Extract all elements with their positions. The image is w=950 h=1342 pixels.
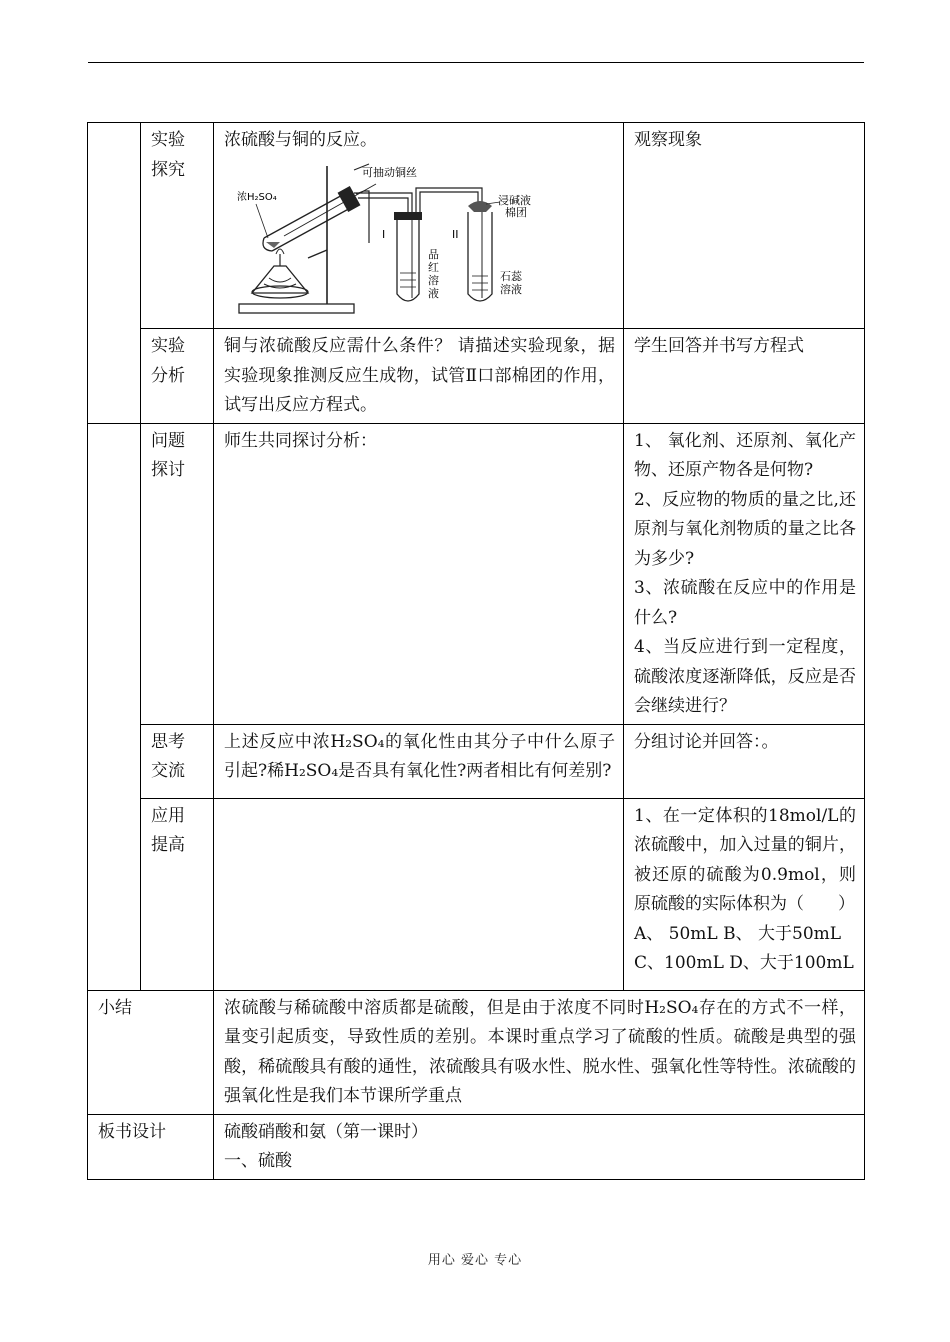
think-note: 分组讨论并回答：。 [624, 724, 865, 798]
discuss-question: 2、反应物的物质的量之比,还原剂与氧化剂物质的量之比各为多少? [634, 489, 856, 569]
row-experiment-analysis [88, 329, 865, 424]
apply-question: 1、在一定体积的18mol/L的浓硫酸中，加入过量的铜片，被还原的硫酸为0.9mol，则原硫酸的实际体积为（ ） [634, 805, 856, 914]
row-label [141, 798, 214, 990]
tube-label: I [382, 227, 386, 241]
row-board-design [88, 1114, 865, 1179]
page-footer: 用心 爱心 专心 [427, 1253, 523, 1268]
discuss-questions [624, 423, 865, 724]
explore-note: 观察现象 [634, 130, 702, 150]
row-label [141, 123, 214, 329]
wire-label: 可抽动铜丝 [362, 165, 417, 179]
row-label-line: 思考 [151, 731, 185, 752]
apply-question-cell [624, 798, 865, 990]
row-label-line: 提高 [151, 835, 185, 855]
discuss-question: 4、当反应进行到一定程度，硫酸浓度逐渐降低，反应是否会继续进行？ [634, 637, 856, 716]
solution2-label: 溶液 [500, 282, 522, 296]
cotton-label: 棉团 [505, 205, 527, 219]
summary-text: 浓硫酸与稀硫酸中溶质都是硫酸，但是由于浓度不同时H₂SO₄存在的方式不一样，量变引起质变，导致性质的差别。本课时重点学习了硫酸的性质。硫酸是典型的强酸，稀硫酸具有酸的通性，浓硫酸具有吸水性、脱水性、强氧化性等特性。浓硫酸的强氧化性是我们本节课所学重点 [214, 990, 865, 1114]
summary-label: 小结 [88, 990, 214, 1114]
solution2-label: 石蕊 [500, 269, 522, 283]
row-content [214, 123, 624, 329]
row-label [141, 423, 214, 724]
explore-text: 浓硫酸与铜的反应。 [224, 130, 377, 150]
board-label: 板书设计 [88, 1114, 214, 1179]
analysis-note: 学生回答并书写方程式 [624, 329, 865, 424]
apply-options: A、 50mL B、 大于50mL [634, 923, 842, 944]
row-label [141, 329, 214, 424]
board-content [214, 1114, 865, 1179]
solution1-label: 品 [428, 247, 439, 261]
row-label-line: 分析 [151, 365, 185, 386]
solution1-label: 红 [428, 260, 439, 274]
think-text: 上述反应中浓H₂SO₄的氧化性由其分子中什么原子引起?稀H₂SO₄是否具有氧化性?两者相比有何差别? [214, 724, 624, 798]
discuss-text: 师生共同探讨分析： [214, 423, 624, 724]
apply-options: C、100mL D、大于100mL [634, 953, 854, 973]
row-label-line: 问题 [151, 430, 185, 451]
row-label-line: 实验 [151, 130, 185, 150]
lesson-plan-table [87, 122, 865, 1180]
board-line: 硫酸硝酸和氨（第一课时） [224, 1121, 428, 1142]
row-label-line: 探讨 [151, 460, 185, 480]
apply-text [214, 798, 624, 990]
solution1-label: 液 [428, 286, 439, 300]
row-label-line: 实验 [151, 336, 185, 356]
tube-label: II [452, 227, 459, 241]
discuss-question: 3、浓硫酸在反应中的作用是什么? [634, 578, 856, 628]
solution1-label: 溶 [428, 273, 439, 287]
board-line: 一、硫酸 [224, 1151, 292, 1171]
stage-cell-2 [88, 423, 141, 990]
row-problem-discussion [88, 423, 865, 724]
row-label [141, 724, 214, 798]
row-experiment-explore [88, 123, 865, 329]
header-rule [88, 62, 864, 63]
row-label-line: 交流 [151, 761, 185, 781]
row-application [88, 798, 865, 990]
row-label-line: 探究 [151, 159, 185, 180]
row-label-line: 应用 [151, 805, 185, 826]
row-note [624, 123, 865, 329]
row-think-exchange [88, 724, 865, 798]
apparatus-diagram [224, 158, 554, 318]
discuss-question: 1、 氧化剂、还原剂、氧化产物、还原产物各是何物? [634, 430, 856, 480]
row-summary [88, 990, 865, 1114]
stage-cell-1 [88, 123, 141, 424]
cotton-label: 浸碱液 [498, 193, 531, 207]
analysis-text: 铜与浓硫酸反应需什么条件？ 请描述实验现象，据实验现象推测反应生成物，试管Ⅱ口部棉团的作用，试写出反应方程式。 [214, 329, 624, 424]
acid-label: 浓H₂SO₄ [237, 191, 277, 203]
